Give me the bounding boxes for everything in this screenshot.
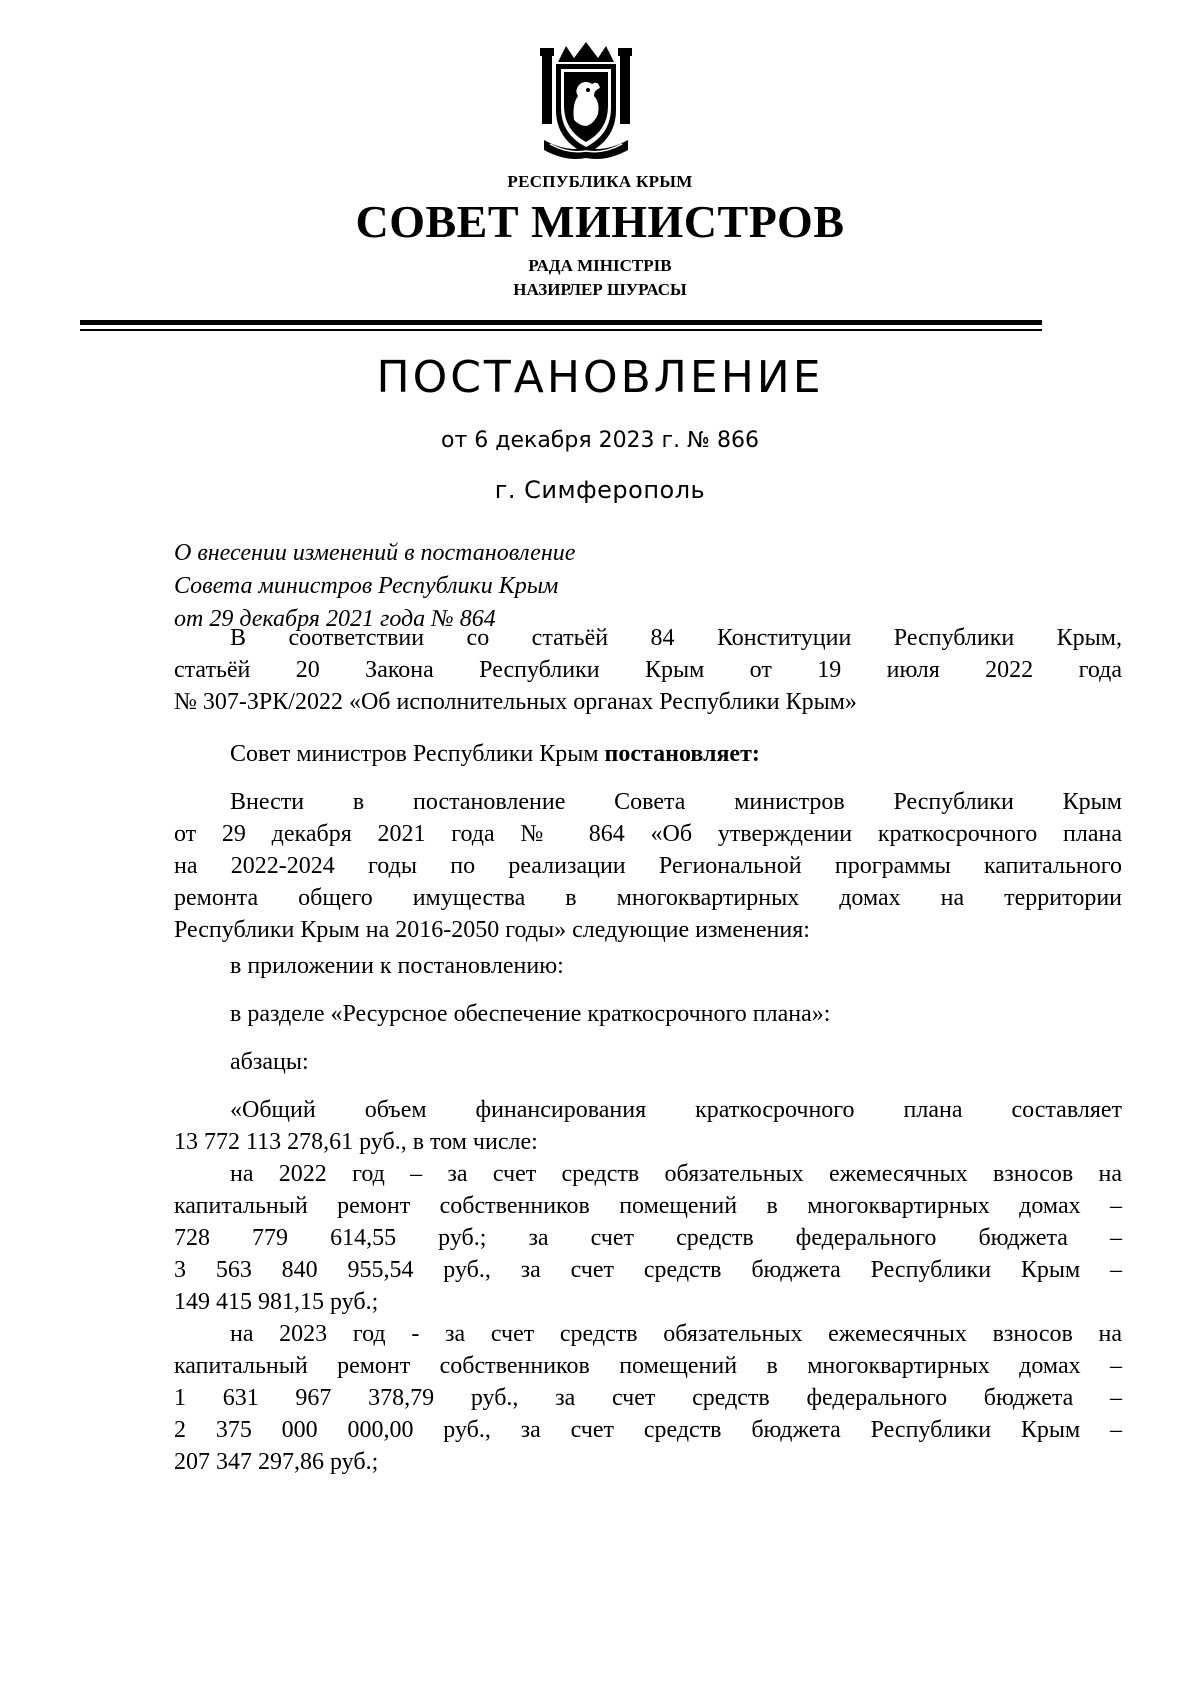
text-line: 207 347 297,86 руб.; — [174, 1449, 379, 1475]
text-line: от 29 декабря 2021 года № 864 «Об утверждении краткосрочного плана — [174, 821, 1122, 847]
council-title: СОВЕТ МИНИСТРОВ — [355, 196, 845, 247]
crimean-tatar-title: НАЗИРЛЕР ШУРАСЫ — [513, 280, 687, 299]
republic-title: РЕСПУБЛИКА КРЫМ — [507, 172, 693, 191]
header-divider-thick — [80, 320, 1042, 325]
funding-2023-paragraph — [174, 1318, 1122, 1478]
text-line: на 2022 год – за счет средств обязательных ежемесячных взносов на — [230, 1161, 1122, 1187]
section-paragraph — [174, 998, 1122, 1030]
text-line: 2 375 000 000,00 руб., за счет средств бюджета Республики Крым – — [174, 1417, 1122, 1443]
text-line: капитальный ремонт собственников помещений в многоквартирных домах – — [174, 1353, 1122, 1379]
total-funding-paragraph — [174, 1094, 1122, 1158]
text-line: В соответствии со статьёй 84 Конституции Республики Крым, — [230, 625, 1122, 651]
text-line: 3 563 840 955,54 руб., за счет средств бюджета Республики Крым – — [174, 1257, 1122, 1283]
text-line: 13 772 113 278,61 руб., в том числе: — [174, 1129, 538, 1155]
ukrainian-title: РАДА МІНІСТРІВ — [528, 256, 672, 275]
subject-line: О внесении изменений в постановление — [174, 540, 576, 566]
text-line: Совет министров Республики Крым — [230, 741, 605, 767]
resolves-keyword: постановляет: — [604, 741, 760, 767]
crimea-coat-of-arms-icon — [536, 40, 636, 162]
subject-line: от 29 декабря 2021 года № 864 — [174, 606, 496, 632]
amendment-paragraph — [174, 786, 1122, 946]
text-line: 149 415 981,15 руб.; — [174, 1289, 379, 1315]
funding-2022-paragraph — [174, 1158, 1122, 1318]
text-line: Внести в постановление Совета министров Республики Крым — [230, 789, 1122, 815]
paragraphs-label — [174, 1046, 1122, 1078]
text-line: № 307-ЗРК/2022 «Об исполнительных органах Республики Крым» — [174, 689, 857, 715]
text-line: капитальный ремонт собственников помещений в многоквартирных домах – — [174, 1193, 1122, 1219]
text-line: 728 779 614,55 руб.; за счет средств федерального бюджета – — [174, 1225, 1122, 1251]
text-line: в приложении к постановлению: — [230, 953, 564, 979]
document-city: г. Симферополь — [494, 476, 706, 504]
text-line: Республики Крым на 2016-2050 годы» следующие изменения: — [174, 917, 810, 943]
preamble-paragraph — [174, 622, 1122, 718]
subject-line: Совета министров Республики Крым — [174, 573, 559, 599]
text-line: на 2022-2024 годы по реализации Региональной программы капитального — [174, 853, 1122, 879]
text-line: «Общий объем финансирования краткосрочного плана составляет — [230, 1097, 1122, 1123]
text-line: на 2023 год - за счет средств обязательных ежемесячных взносов на — [230, 1321, 1122, 1347]
text-line: ремонта общего имущества в многоквартирных домах на территории — [174, 885, 1122, 911]
text-line: абзацы: — [230, 1049, 309, 1075]
document-type: ПОСТАНОВЛЕНИЕ — [376, 352, 824, 403]
header-divider-thin — [80, 329, 1042, 331]
text-line: статьёй 20 Закона Республики Крым от 19 июля 2022 года — [174, 657, 1122, 683]
text-line: в разделе «Ресурсное обеспечение краткосрочного плана»: — [230, 1001, 831, 1027]
appendix-paragraph — [174, 950, 1122, 982]
document-date-number: от 6 декабря 2023 г. № 866 — [441, 428, 759, 453]
text-line: 1 631 967 378,79 руб., за счет средств федерального бюджета – — [174, 1385, 1122, 1411]
resolves-paragraph — [174, 738, 1122, 770]
